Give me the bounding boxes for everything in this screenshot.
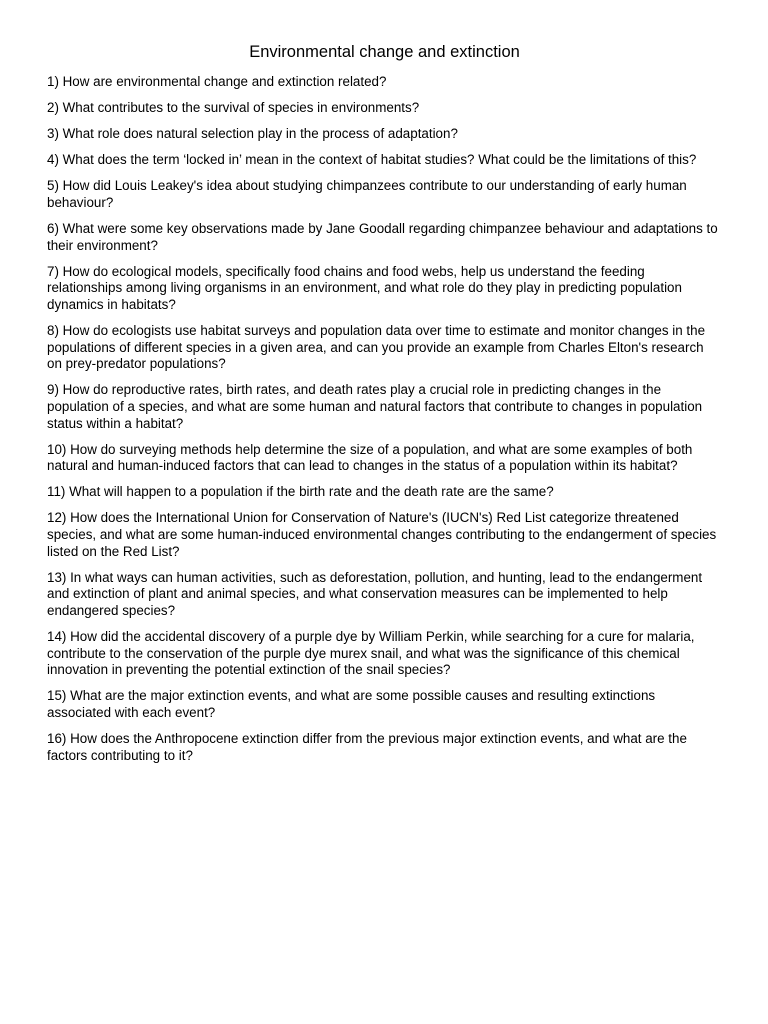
question-item-5: 5) How did Louis Leakey's idea about studying chimpanzees contribute to our understanding of early human behaviour? <box>47 178 687 210</box>
question-item-9: 9) How do reproductive rates, birth rates, and death rates play a crucial role in predicting changes in the population of a species, and what are some human and natural factors that contribute to changes in population status within a habitat? <box>47 382 703 431</box>
question-item-8: 8) How do ecologists use habitat surveys and population data over time to estimate and monitor changes in the populations of different species in a given area, and can you provide an example from Charles Elton's research on prey-predator populations? <box>47 323 706 372</box>
question-item-16: 16) How does the Anthropocene extinction differ from the previous major extinction events, and what are the factors contributing to it? <box>47 730 687 763</box>
question-item-4: 4) What does the term ‘locked in’ mean in the context of habitat studies? What could be the limitations of this? <box>47 152 697 168</box>
question-item-12: 12) How does the International Union for Conservation of Nature's (IUCN's) Red List categorize threatened species, and what are some human-induced environmental changes contributing to the endangerment of species listed on the Red List? <box>47 510 717 559</box>
question-item-3: 3) What role does natural selection play in the process of adaptation? <box>47 126 458 142</box>
question-item-14: 14) How did the accidental discovery of a purple dye by William Perkin, while searching for a cure for malaria, contribute to the conservation of the purple dye murex snail, and what was the significance of this chemical innovation in preventing the potential extinction of the snail species? <box>47 628 695 678</box>
question-item-11: 11) What will happen to a population if the birth rate and the death rate are the same? <box>47 484 554 500</box>
question-item-1: 1) How are environmental change and extinction related? <box>47 74 387 89</box>
question-item-10: 10) How do surveying methods help determine the size of a population, and what are some examples of both natural and human-induced factors that can lead to changes in the status of a population within its habitat? <box>47 441 693 474</box>
question-item-7: 7) How do ecological models, specifically food chains and food webs, help us understand the feeding relationships among living organisms in an environment, and what role do they play in predicting population dynamics in habitats? <box>47 263 682 312</box>
question-item-15: 15) What are the major extinction events, and what are some possible causes and resulting extinctions associated with each event? <box>47 688 656 720</box>
question-item-13: 13) In what ways can human activities, such as deforestation, pollution, and hunting, lead to the endangerment and extinction of plant and animal species, and what conservation measures can be implemented to help endangered species? <box>47 569 703 618</box>
page-title: Environmental change and extinction <box>249 43 520 61</box>
question-item-6: 6) What were some key observations made by Jane Goodall regarding chimpanzee behaviour and adaptations to their environment? <box>47 221 718 253</box>
question-item-2: 2) What contributes to the survival of species in environments? <box>47 100 420 116</box>
question-list <box>47 74 722 764</box>
